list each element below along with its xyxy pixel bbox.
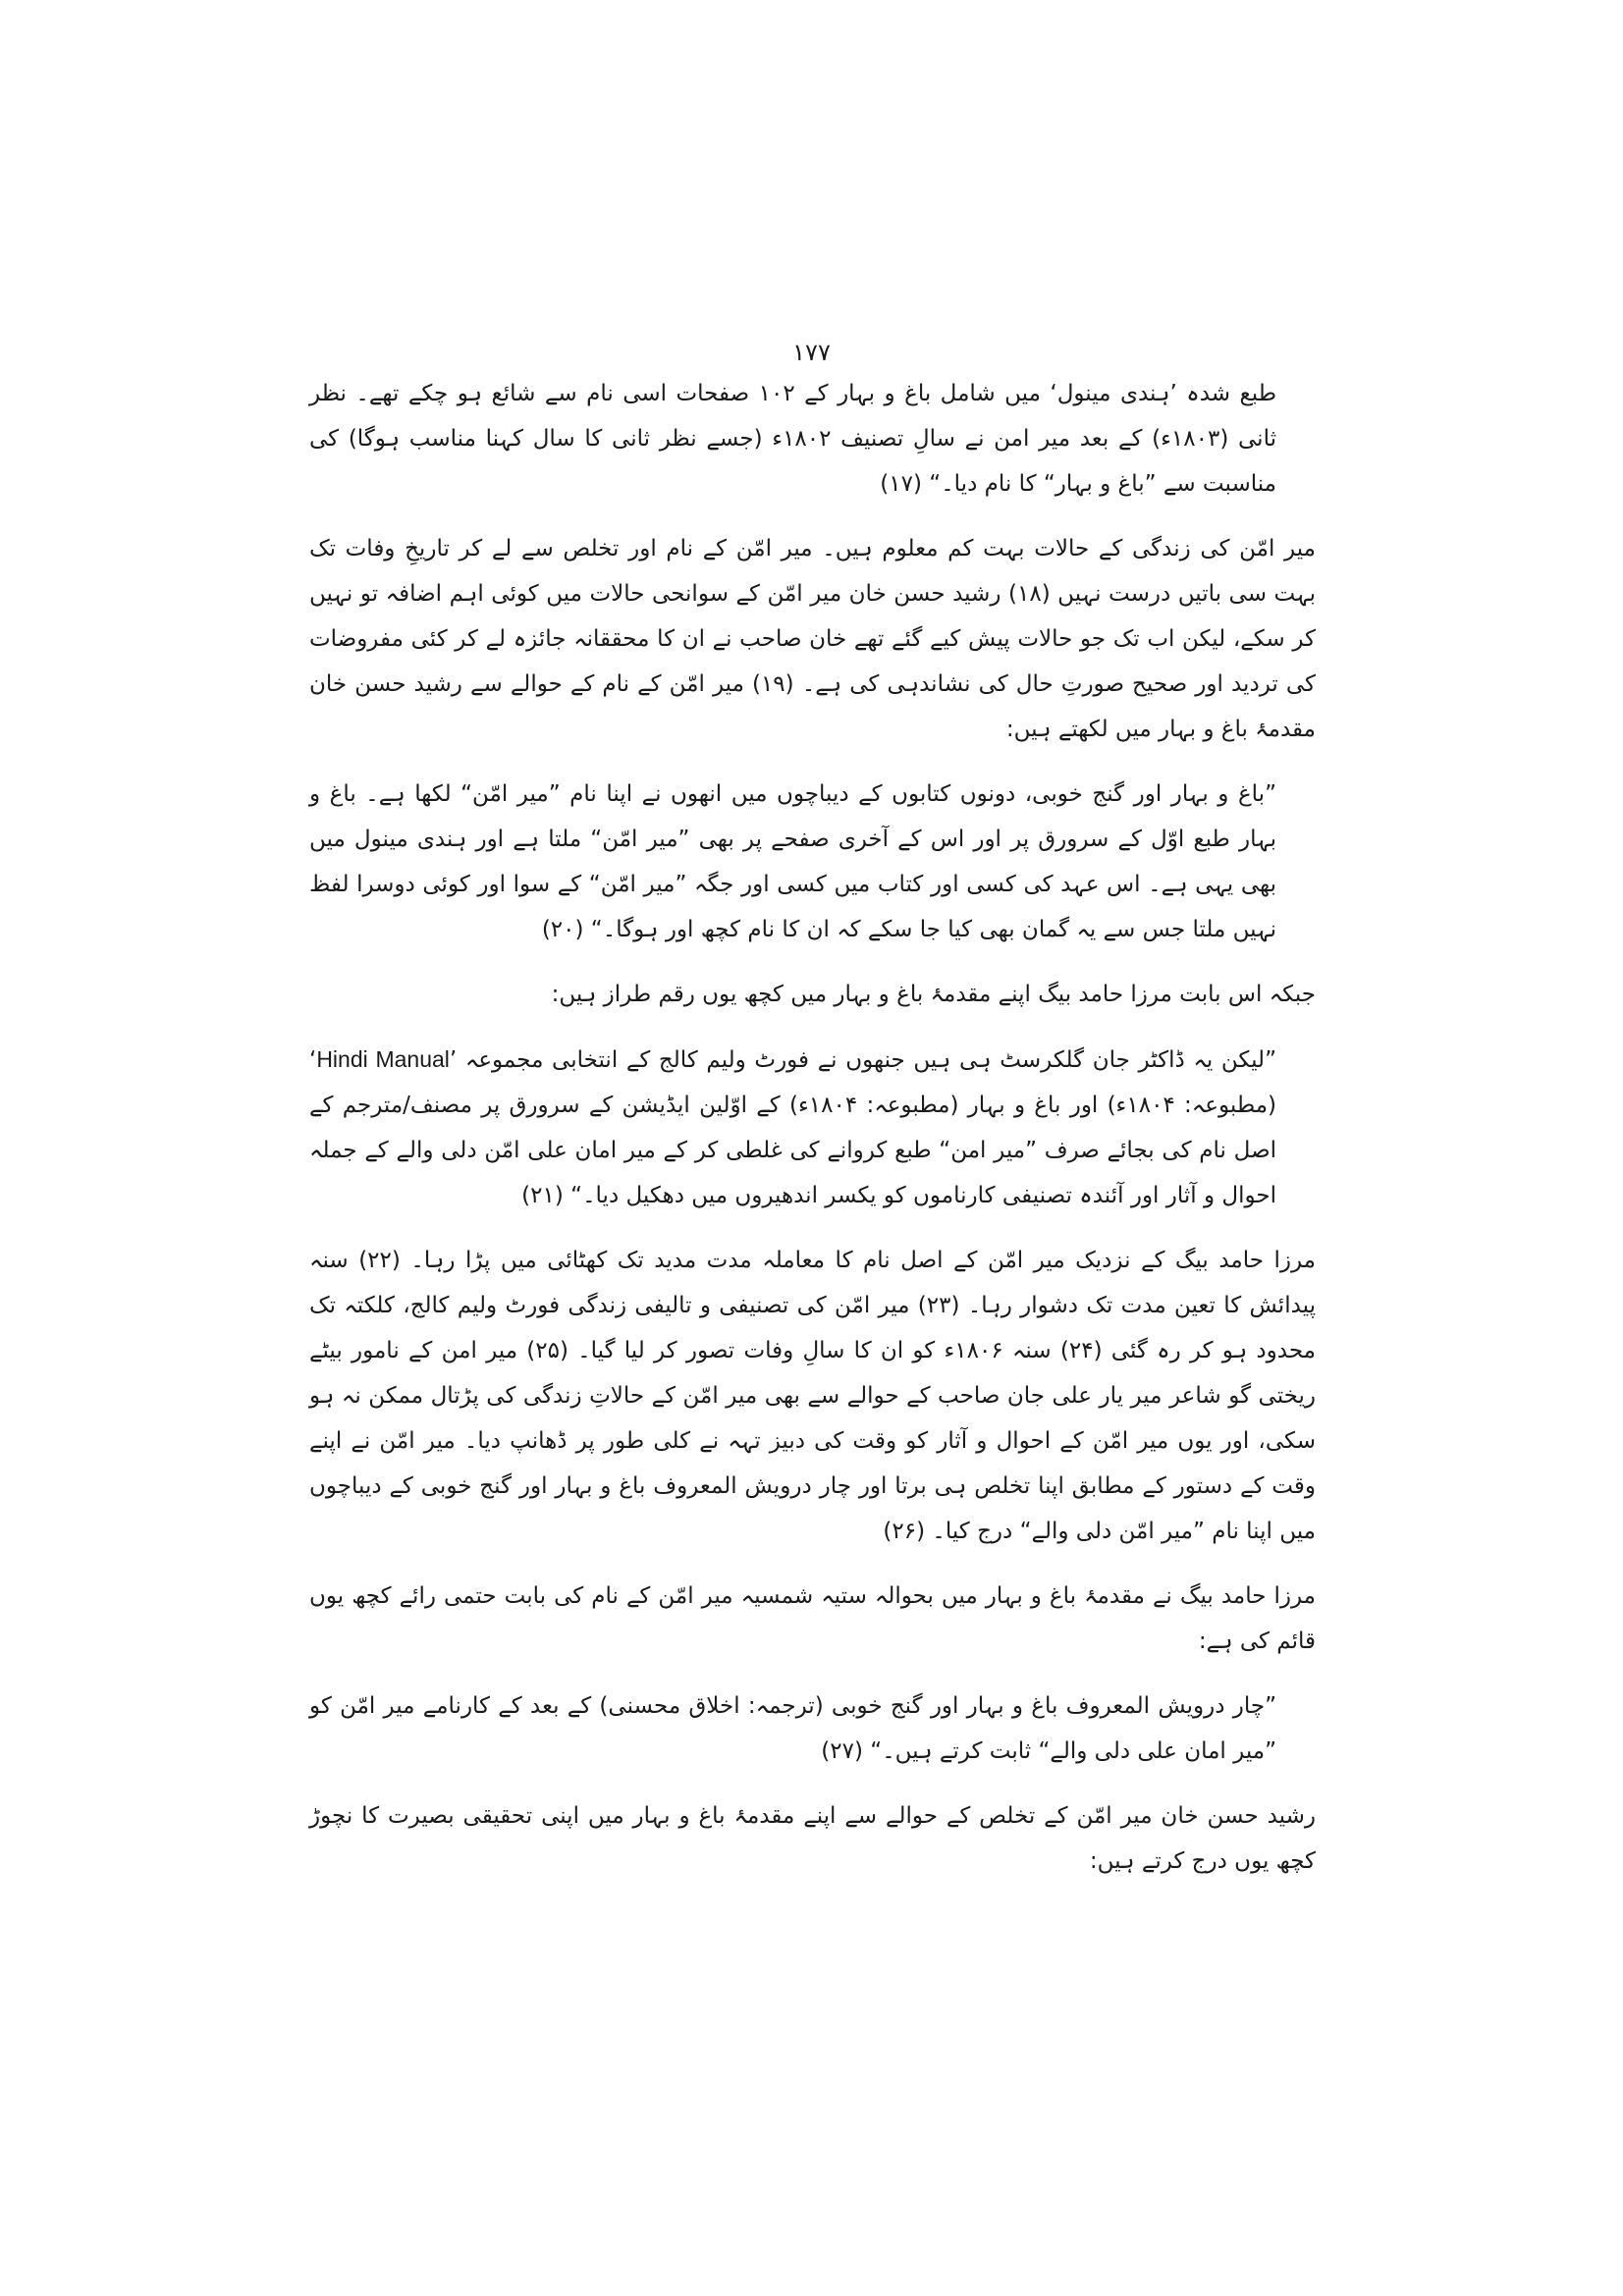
paragraph-intro-mirza-hamid-baig: جبکہ اس بابت مرزا حامد بیگ اپنے مقدمۂ باغ و بہار میں کچھ یوں رقم طراز ہیں: [551,982,1316,1007]
quote-block-continuation: طبع شدہ ’ہندی مینول‘ میں شامل باغ و بہار کے ۱۰۲ صفحات اسی نام سے شائع ہو چکے تھے۔ نظر ثانی (۱۸۰۳ء) کے بعد میر امن نے سالِ تصنیف ۱۸۰۲ء (جسے نظر ثانی کا سال کہنا مناسب ہوگا) کی مناسبت سے ”باغ و بہار“ کا نام دیا۔“ (۱۷) [309,381,1276,497]
paragraph-mir-amman-life: میر امّن کی زندگی کے حالات بہت کم معلوم ہیں۔ میر امّن کے نام اور تخلص سے لے کر تاریخِ وفات تک بہت سی باتیں درست نہیں (۱۸) رشید حسن خان میر امّن کے سوانحی حالات میں کوئی اہم اضافہ تو نہیں کر سکے، لیکن اب تک جو حالات پیش کیے گئے تھے خان صاحب نے ان کا محققانہ جائزہ لے کر کئی مفروضات کی تردید اور صحیح صورتِ حال کی نشاندہی کی ہے۔ (۱۹) میر امّن کے نام کے حوالے سے رشید حسن خان مقدمۂ باغ و بہار میں لکھتے ہیں: [309,536,1316,742]
quote-block-rasheed-hasan-khan: ”باغ و بہار اور گنج خوبی، دونوں کتابوں کے دیباچوں میں انھوں نے اپنا نام ”میر امّن“ لکھا ہے۔ باغ و بہار طبع اوّل کے سرورق پر اور اس کے آخری صفحے پر بھی ”میر امّن“ ملتا ہے اور ہندی مینول میں بھی یہی ہے۔ اس عہد کی کسی اور کتاب میں کسی اور جگہ ”میر امّن“ کے سوا اور کوئی دوسرا لفظ نہیں ملتا جس سے یہ گمان بھی کیا جا سکے کہ ان کا نام کچھ اور ہوگا۔“ (۲۰) [309,781,1276,942]
quote-block-gilchrist [309,1037,1276,1218]
page-body [309,371,1316,1903]
quote-text-before: ”لیکن یہ ڈاکٹر جان گلکرسٹ ہی ہیں جنھوں نے فورٹ ولیم کالج کے انتخابی مجموعہ ’ [449,1047,1276,1073]
quote-text-after: ‘ (مطبوعہ: ۱۸۰۴ء) اور باغ و بہار (مطبوعہ: ۱۸۰۴ء) کے اوّلین ایڈیشن کے سرورق پر مصنف/مترجم کے اصل نام کی بجائے صرف ”میر امن“ طبع کروانے کی غلطی کر کے میر امان علی امّن دلی والے کے جملہ احوال و آثار اور آئندہ تصنیفی کارناموں کو یکسر اندھیروں میں دھکیل دیا۔“ (۲۱) [309,1047,1276,1208]
paragraph-takhallus: رشید حسن خان میر امّن کے تخلص کے حوالے سے اپنے مقدمۂ باغ و بہار میں اپنی تحقیقی بصیرت کا نچوڑ کچھ یوں درج کرتے ہیں: [309,1803,1316,1874]
paragraph-intro-final-opinion: مرزا حامد بیگ نے مقدمۂ باغ و بہار میں بحوالہ ستیہ شمسیہ میر امّن کے نام کی بابت حتمی رائے کچھ یوں قائم کی ہے: [309,1583,1316,1654]
page-number: ۱۷۷ [792,339,831,366]
paragraph-name-and-dates: مرزا حامد بیگ کے نزدیک میر امّن کے اصل نام کا معاملہ مدت مدید تک کھٹائی میں پڑا رہا۔ (۲۲) سنہ پیدائش کا تعین مدت تک دشوار رہا۔ (۲۳) میر امّن کی تصنیفی و تالیفی زندگی فورٹ ولیم کالج، کلکتہ تک محدود ہو کر رہ گئی (۲۴) سنہ ۱۸۰۶ء کو ان کا سالِ وفات تصور کر لیا گیا۔ (۲۵) میر امن کے نامور بیٹے ریختی گو شاعر میر یار علی جان صاحب کے حوالے سے بھی میر امّن کے حالاتِ زندگی کی پڑتال ممکن نہ ہو سکی، اور یوں میر امّن کے احوال و آثار کو وقت کی دبیز تہہ نے کلی طور پر ڈھانپ دیا۔ میر امّن نے اپنے وقت کے دستور کے مطابق اپنا تخلص ہی برتا اور چار درویش المعروف باغ و بہار اور گنج خوبی کے دیباچوں میں اپنا نام ”میر امّن دلی والے“ درج کیا۔ (۲۶) [309,1248,1316,1544]
quote-latin-title: Hindi Manual [316,1046,450,1072]
quote-block-char-darvesh: ”چار درویش المعروف باغ و بہار اور گنج خوبی (ترجمہ: اخلاق محسنی) کے بعد کے کارنامے میر امّن کو ”میر امان علی دلی والے“ ثابت کرتے ہیں۔“ (۲۷) [309,1693,1276,1764]
